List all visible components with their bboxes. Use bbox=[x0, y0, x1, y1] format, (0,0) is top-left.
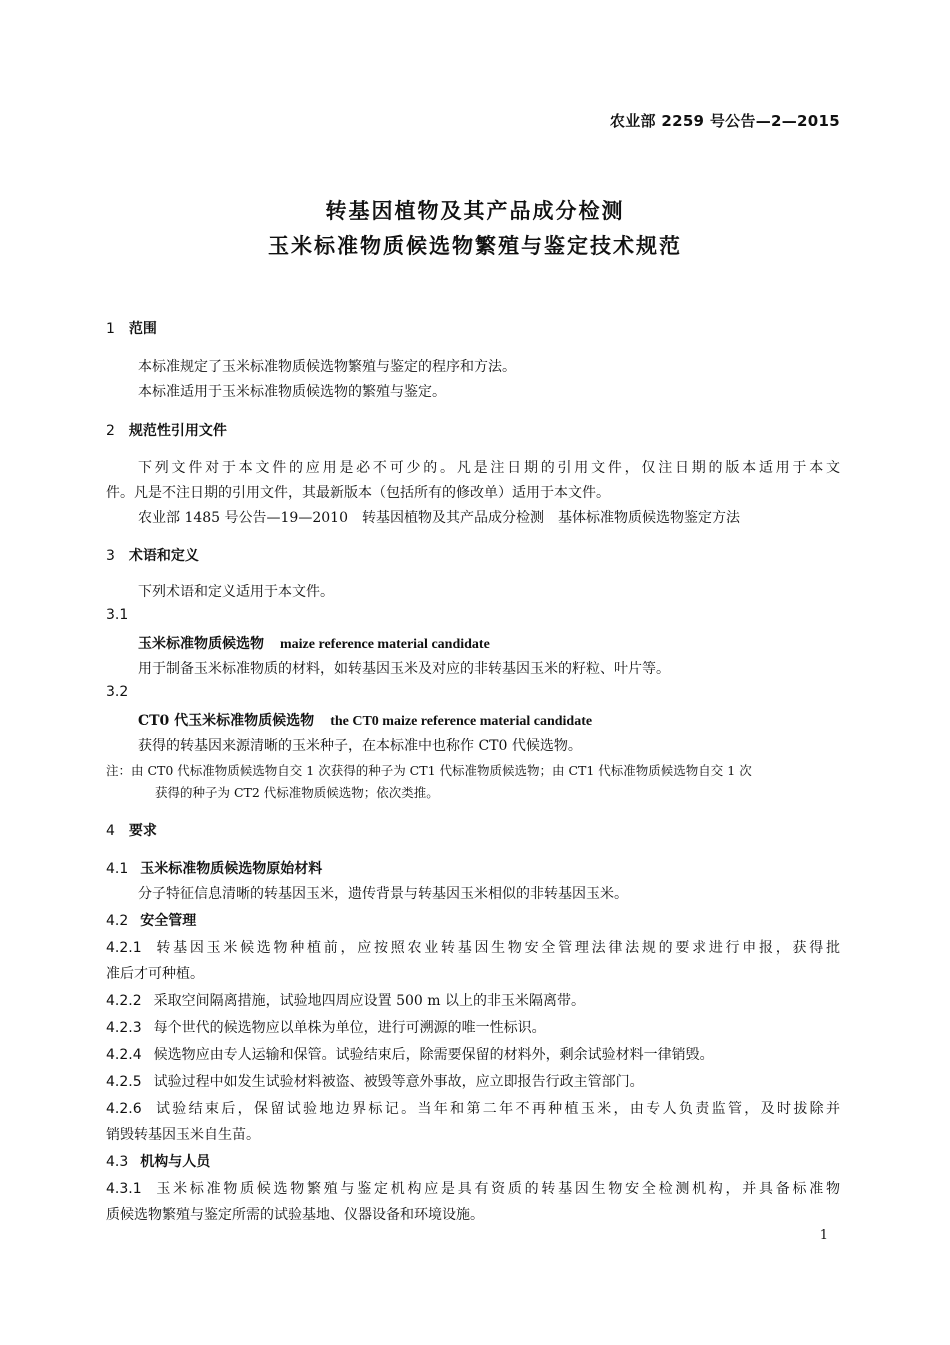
term-chinese: CT0 代玉米标准物质候选物 bbox=[138, 713, 315, 729]
paragraph: 本标准规定了玉米标准物质候选物繁殖与鉴定的程序和方法。 bbox=[138, 359, 516, 375]
clause-number: 4.2.2 bbox=[106, 993, 142, 1009]
clause-4-2-2 bbox=[106, 990, 585, 1010]
title-line-1: 转基因植物及其产品成分检测 bbox=[325, 199, 625, 223]
clause-number: 4.2.6 bbox=[106, 1101, 142, 1117]
section-4-heading bbox=[106, 820, 157, 840]
term-3-2 bbox=[138, 710, 592, 730]
clause-continued: 准后才可种植。 bbox=[106, 966, 204, 982]
paragraph: 件。凡是不注日期的引用文件，其最新版本（包括所有的修改单）适用于本文件。 bbox=[106, 485, 610, 501]
clause-text: 候选物应由专人运输和保管。试验结束后，除需要保留的材料外，剩余试验材料一律销毁。 bbox=[153, 1047, 714, 1063]
section-number: 4 bbox=[106, 823, 115, 839]
term-chinese: 玉米标准物质候选物 bbox=[138, 636, 264, 652]
clause-4-2-1 bbox=[106, 937, 840, 957]
subsection-title: 机构与人员 bbox=[140, 1154, 211, 1170]
clause-4-2-6 bbox=[106, 1098, 840, 1118]
term-number: 3.1 bbox=[106, 607, 129, 623]
clause-continued: 销毁转基因玉米自生苗。 bbox=[106, 1127, 260, 1143]
term-english: maize reference material candidate bbox=[280, 637, 490, 652]
clause-text: 试验结束后，保留试验地边界标记。当年和第二年不再种植玉米，由专人负责监管，及时拔除并 bbox=[153, 1101, 840, 1117]
section-3-heading bbox=[106, 545, 199, 565]
note-continued: 获得的种子为 CT2 代标准物质候选物；依次类推。 bbox=[155, 785, 439, 800]
clause-number: 4.2.3 bbox=[106, 1020, 142, 1036]
term-number: 3.2 bbox=[106, 684, 129, 700]
clause-number: 4.2.1 bbox=[106, 940, 142, 956]
clause-number: 4.2.4 bbox=[106, 1047, 142, 1063]
paragraph: 下列术语和定义适用于本文件。 bbox=[138, 584, 334, 600]
clause-4-2-3 bbox=[106, 1017, 546, 1037]
section-title: 术语和定义 bbox=[128, 548, 199, 564]
section-number: 1 bbox=[106, 321, 115, 337]
section-title: 要求 bbox=[128, 823, 157, 839]
section-number: 3 bbox=[106, 548, 115, 564]
term-english: the CT0 maize reference material candidate bbox=[330, 714, 593, 729]
subsection-4-2 bbox=[106, 910, 196, 930]
paragraph: 本标准适用于玉米标准物质候选物的繁殖与鉴定。 bbox=[138, 384, 446, 400]
clause-continued: 质候选物繁殖与鉴定所需的试验基地、仪器设备和环境设施。 bbox=[106, 1207, 484, 1223]
note: 注：由 CT0 代标准物质候选物自交 1 次获得的种子为 CT1 代标准物质候选物；由 CT1 代标准物质候选物自交 1 次 bbox=[106, 763, 752, 778]
section-1-heading bbox=[106, 318, 157, 338]
section-title: 范围 bbox=[128, 321, 157, 337]
subsection-number: 4.3 bbox=[106, 1154, 129, 1170]
subsection-4-3 bbox=[106, 1151, 210, 1171]
clause-number: 4.3.1 bbox=[106, 1181, 142, 1197]
subsection-number: 4.2 bbox=[106, 913, 129, 929]
clause-4-3-1 bbox=[106, 1178, 840, 1198]
subsection-title: 玉米标准物质候选物原始材料 bbox=[140, 861, 323, 877]
clause-text: 玉米标准物质候选物繁殖与鉴定机构应是具有资质的转基因生物安全检测机构，并具备标准物 bbox=[153, 1181, 840, 1197]
document-id: 农业部 2259 号公告—2—2015 bbox=[609, 112, 840, 130]
term-3-1 bbox=[138, 633, 490, 653]
normative-reference: 农业部 1485 号公告—19—2010 转基因植物及其产品成分检测 基体标准物质候选物鉴定方法 bbox=[138, 510, 740, 526]
subsection-title: 安全管理 bbox=[140, 913, 197, 929]
clause-4-2-5 bbox=[106, 1071, 644, 1091]
clause-text: 每个世代的候选物应以单株为单位，进行可溯源的唯一性标识。 bbox=[153, 1020, 546, 1036]
clause-4-2-4 bbox=[106, 1044, 714, 1064]
subsection-4-1 bbox=[106, 858, 322, 878]
page-number: 1 bbox=[819, 1228, 828, 1243]
paragraph: 下列文件对于本文件的应用是必不可少的。凡是注日期的引用文件，仅注日期的版本适用于本文 bbox=[138, 460, 840, 476]
paragraph: 分子特征信息清晰的转基因玉米，遗传背景与转基因玉米相似的非转基因玉米。 bbox=[138, 886, 628, 902]
section-2-heading bbox=[106, 420, 227, 440]
term-definition: 获得的转基因来源清晰的玉米种子，在本标准中也称作 CT0 代候选物。 bbox=[138, 738, 582, 754]
section-title: 规范性引用文件 bbox=[128, 423, 227, 439]
section-number: 2 bbox=[106, 423, 115, 439]
term-definition: 用于制备玉米标准物质的材料，如转基因玉米及对应的非转基因玉米的籽粒、叶片等。 bbox=[138, 661, 670, 677]
clause-number: 4.2.5 bbox=[106, 1074, 142, 1090]
clause-text: 转基因玉米候选物种植前，应按照农业转基因生物安全管理法律法规的要求进行申报，获得批 bbox=[153, 940, 840, 956]
title-line-2: 玉米标准物质候选物繁殖与鉴定技术规范 bbox=[268, 234, 682, 258]
clause-text: 试验过程中如发生试验材料被盗、被毁等意外事故，应立即报告行政主管部门。 bbox=[153, 1074, 644, 1090]
subsection-number: 4.1 bbox=[106, 861, 129, 877]
clause-text: 采取空间隔离措施，试验地四周应设置 500 m 以上的非玉米隔离带。 bbox=[153, 993, 585, 1009]
